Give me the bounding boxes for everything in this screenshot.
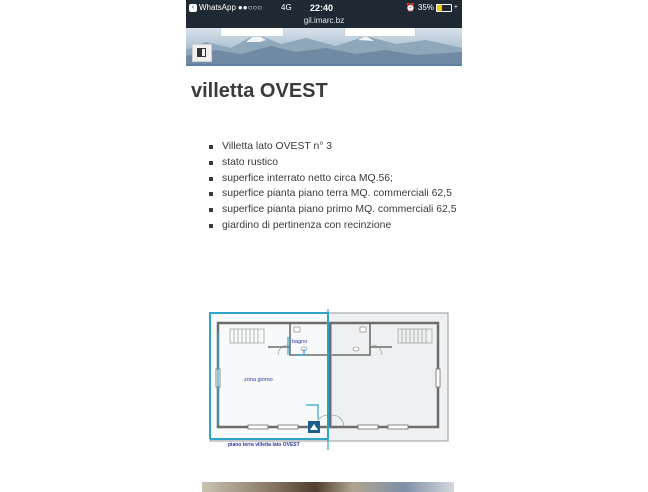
status-row bbox=[186, 3, 462, 13]
floor-plan-caption: piano terra villetta lato OVEST bbox=[228, 442, 300, 448]
battery-percent: 35% bbox=[417, 3, 434, 12]
floor-plan-drawing bbox=[208, 309, 450, 450]
back-to-app-button[interactable] bbox=[189, 3, 262, 12]
sidebar-toggle-button[interactable] bbox=[192, 44, 212, 62]
banner-tab-right[interactable] bbox=[344, 28, 416, 37]
back-arrow-icon: ‹ bbox=[189, 4, 197, 12]
banner-tab-left[interactable] bbox=[220, 28, 284, 37]
list-item: Villetta lato OVEST n° 3 bbox=[208, 139, 460, 155]
battery-icon bbox=[436, 4, 452, 12]
signal-strength: ●●○○○ bbox=[237, 3, 263, 12]
list-item: superfice pianta piano terra MQ. commerciali 62,5 bbox=[208, 186, 460, 202]
list-item: stato rustico bbox=[208, 155, 460, 171]
battery-area bbox=[406, 3, 458, 12]
alarm-icon: ⏰ bbox=[405, 3, 416, 12]
address-bar-url[interactable]: gil.imarc.bz bbox=[303, 16, 345, 25]
list-item: superfice pianta piano primo MQ. commerciali 62,5 bbox=[208, 202, 460, 218]
list-item: giardino di pertinenza con recinzione bbox=[208, 218, 460, 234]
features-list bbox=[208, 139, 460, 234]
header-banner bbox=[186, 28, 462, 66]
bottom-photo-image[interactable] bbox=[202, 482, 454, 492]
clock: 22:40 bbox=[310, 3, 334, 13]
list-item: superfice interrato netto circa MQ.56; bbox=[208, 171, 460, 187]
page-title: villetta OVEST bbox=[191, 80, 328, 102]
room-label-bathroom: bagno bbox=[292, 339, 308, 345]
floor-plan-image[interactable] bbox=[208, 309, 450, 450]
banner-divider bbox=[186, 64, 462, 66]
room-label-living: zona giorno bbox=[244, 377, 273, 383]
network-type: 4G bbox=[281, 3, 292, 12]
status-bar bbox=[186, 0, 462, 28]
back-app-label: WhatsApp bbox=[199, 3, 236, 12]
mobile-browser-viewport bbox=[186, 0, 462, 492]
battery-fill bbox=[437, 5, 442, 11]
charging-icon: + bbox=[453, 4, 458, 11]
sidebar-toggle-icon bbox=[197, 48, 206, 57]
